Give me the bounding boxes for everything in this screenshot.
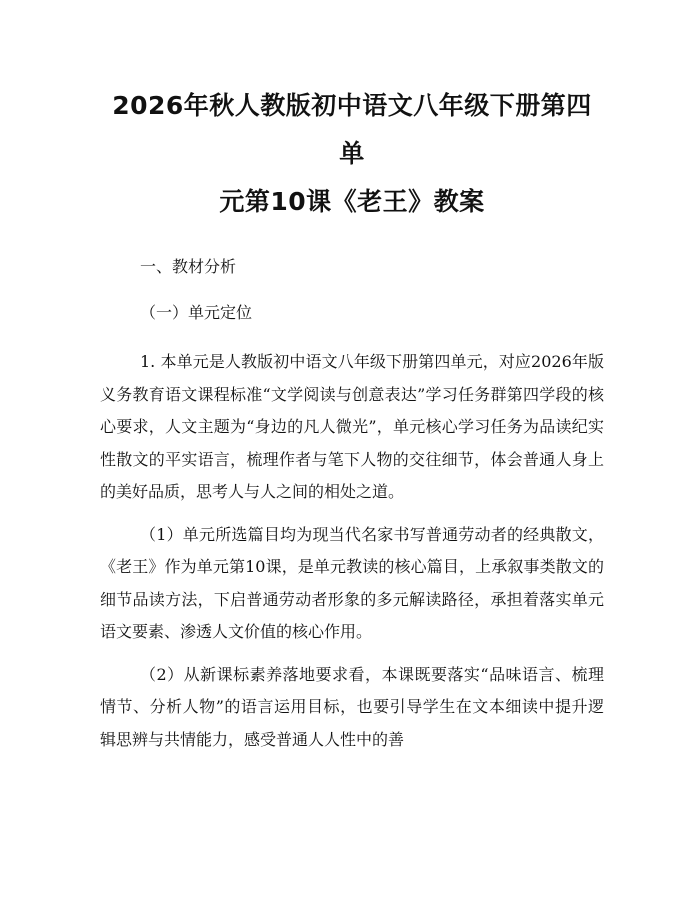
subsection-heading: （一）单元定位 <box>140 303 253 322</box>
document-body <box>100 244 604 756</box>
section-heading: 一、教材分析 <box>140 257 237 276</box>
title-line-2: 元第10课《老王》教案 <box>219 187 485 216</box>
document-title <box>100 82 604 226</box>
title-line-1: 2026年秋人教版初中语文八年级下册第四单 <box>112 91 592 168</box>
paragraph-2: （1）单元所选篇目均为现当代名家书写普通劳动者的经典散文，《老王》作为单元第10课，是单元教读的核心篇目，上承叙事类散文的细节品读方法，下启普通劳动者形象的多元解读路径，承担着落实单元语文要素、渗透人文价值的核心作用。 <box>100 524 604 641</box>
paragraph-3: （2）从新课标素养落地要求看，本课既要落实“品味语言、梳理情节、分析人物”的语言运用目标，也要引导学生在文本细读中提升逻辑思辨与共情能力，感受普通人人性中的善 <box>100 664 604 749</box>
paragraph-1: 1. 本单元是人教版初中语文八年级下册第四单元，对应2026年版义务教育语文课程标准“文学阅读与创意表达”学习任务群第四学段的核心要求，人文主题为“身边的凡人微光”，单元核心学习任务为品读纪实性散文的平实语言，梳理作者与笔下人物的交往细节，体会普通人身上的美好品质，思考人与人之间的相处之道。 <box>100 352 604 501</box>
